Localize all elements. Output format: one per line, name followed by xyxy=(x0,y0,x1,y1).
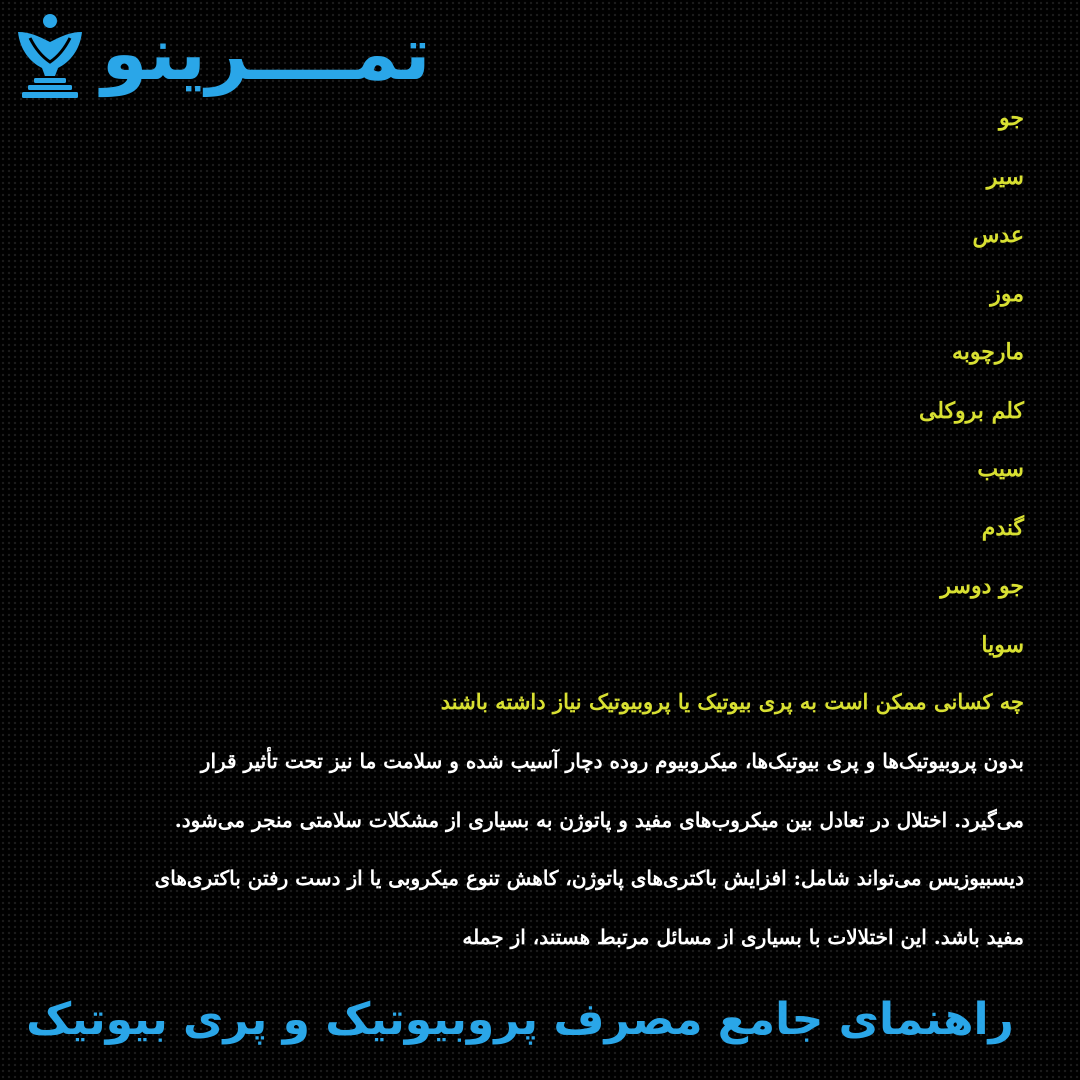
paragraph-line: مفید باشد. این اختلالات با بسیاری از مسائل مرتبط هستند، از جمله xyxy=(462,924,1024,949)
list-item: سیب xyxy=(977,456,1024,482)
section-heading: چه کسانی ممکن است به پری بیوتیک یا پروبیوتیک نیاز داشته باشند xyxy=(440,689,1024,714)
list-item: مارچوبه xyxy=(952,339,1024,365)
footer-title: راهنمای جامع مصرف پروبیوتیک و پری بیوتیک xyxy=(26,994,1014,1045)
list-item: سویا xyxy=(981,631,1024,658)
brand-logo xyxy=(14,8,444,100)
list-item: کلم بروکلی xyxy=(918,397,1024,424)
list-item: موز xyxy=(990,280,1024,307)
trophy-icon xyxy=(14,12,86,100)
paragraph-line: دیسبیوزیس می‌تواند شامل: افزایش باکتری‌های پاتوژن، کاهش تنوع میکروبی یا از دست رفتن باکتری‌های xyxy=(154,866,1024,890)
list-item: جو دوسر xyxy=(940,573,1024,599)
list-item: جو xyxy=(999,105,1024,131)
list-item: گندم xyxy=(981,514,1024,541)
list-item: عدس xyxy=(972,222,1024,248)
paragraph-line: می‌گیرد. اختلال در تعادل بین میکروب‌های مفید و پاتوژن به بسیاری از مشکلات سلامتی منجر می‌شود. xyxy=(174,807,1024,832)
brand-name: تمــــرینو xyxy=(101,11,431,97)
paragraph-line: بدون پروبیوتیک‌ها و پری بیوتیک‌ها، میکروبیوم روده دچار آسیب شده و سلامت ما نیز تحت تأثیر قرار xyxy=(200,749,1024,773)
list-item: سیر xyxy=(986,163,1024,190)
food-list xyxy=(524,96,1024,681)
body-paragraph xyxy=(64,736,1024,970)
